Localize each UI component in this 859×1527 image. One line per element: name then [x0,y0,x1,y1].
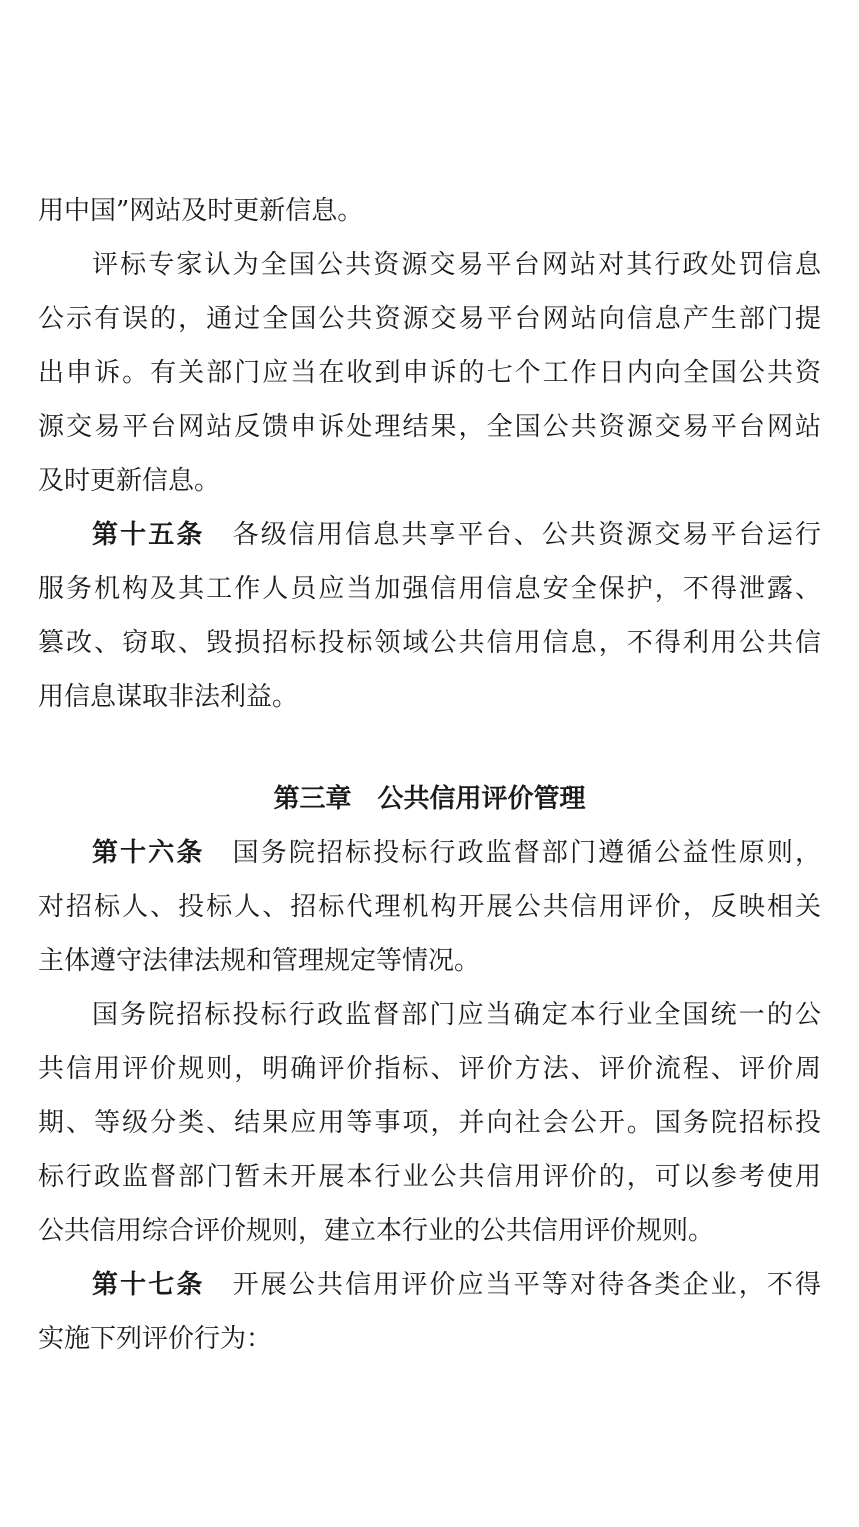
paragraph-line: 用信息谋取非法利益。 [38,682,299,712]
paragraph-line: 期、等级分类、结果应用等事项，并向社会公开。国务院招标投 [38,1108,821,1138]
paragraph-line: 国务院招标投标行政监督部门应当确定本行业全国统一的公 [92,1000,821,1030]
article-17-label: 第十七条 [92,1270,205,1300]
paragraph-line: 标行政监督部门暂未开展本行业公共信用评价的，可以参考使用 [38,1162,821,1192]
paragraph-line: 及时更新信息。 [38,466,221,496]
paragraph-line: 对招标人、投标人、招标代理机构开展公共信用评价，反映相关 [38,892,821,922]
paragraph-line: 篡改、窃取、毁损招标投标领域公共信用信息，不得利用公共信 [38,628,821,658]
article-17-first-line [92,1268,821,1302]
paragraph-line: 公共信用综合评价规则，建立本行业的公共信用评价规则。 [38,1216,715,1246]
chapter-heading [0,782,859,816]
article-15-first-line [92,518,821,552]
chapter-number: 第三章 [273,784,352,814]
paragraph-line: 评标专家认为全国公共资源交易平台网站对其行政处罚信息 [92,250,821,280]
article-15-label: 第十五条 [92,520,205,550]
paragraph-line: 公示有误的，通过全国公共资源交易平台网站向信息产生部门提 [38,304,821,334]
chapter-title: 公共信用评价管理 [377,784,586,814]
paragraph-line: 服务机构及其工作人员应当加强信用信息安全保护，不得泄露、 [38,574,821,604]
paragraph-line: 源交易平台网站反馈申诉处理结果，全国公共资源交易平台网站 [38,412,821,442]
paragraph-line: 用中国”网站及时更新信息。 [38,196,364,226]
article-16-first-line [92,836,821,870]
paragraph-text: 国务院招标投标行政监督部门遵循公益性原则， [230,838,821,868]
paragraph-line: 共信用评价规则，明确评价指标、评价方法、评价流程、评价周 [38,1054,821,1084]
paragraph-line: 主体遵守法律法规和管理规定等情况。 [38,946,481,976]
paragraph-text: 各级信用信息共享平台、公共资源交易平台运行 [230,520,821,550]
paragraph-text: 开展公共信用评价应当平等对待各类企业，不得 [230,1270,821,1300]
paragraph-line: 出申诉。有关部门应当在收到申诉的七个工作日内向全国公共资 [38,358,821,388]
article-16-label: 第十六条 [92,838,205,868]
paragraph-line: 实施下列评价行为： [38,1324,273,1354]
